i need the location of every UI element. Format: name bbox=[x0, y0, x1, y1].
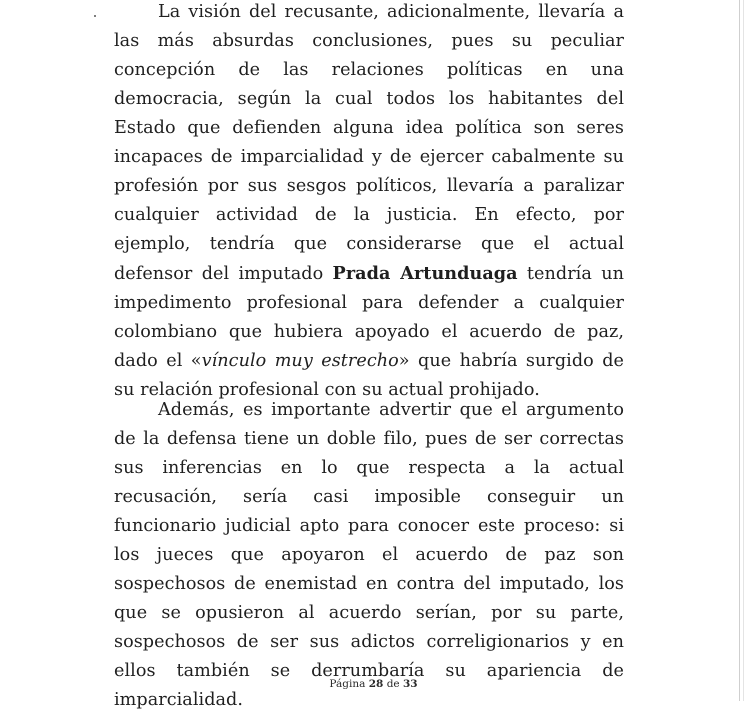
page-label: Página bbox=[329, 678, 366, 690]
paragraph-1 bbox=[114, 0, 624, 405]
page-separator: de bbox=[386, 678, 400, 690]
scan-edge-outer bbox=[743, 0, 744, 701]
page-current: 28 bbox=[368, 678, 384, 690]
page-footer bbox=[0, 678, 747, 690]
quote-open: « bbox=[190, 351, 202, 371]
paragraph-2 bbox=[114, 396, 624, 715]
quoted-phrase: vínculo muy estrecho bbox=[201, 351, 399, 371]
paragraph-2-text: Además, es importante advertir que el argumento de la defensa tiene un doble filo, pues de ser correctas sus inferencias en lo que respecta a la actual recusación, sería casi imposible conseguir un funcionario judicial apto para conocer este proceso: si los jueces que apoyaron el acuerdo de paz son sospechosos de enemistad en contra del imputado, los que se opusieron al acuerdo serían, por su parte, sospechosos de ser sus adictos correligionarios y en ellos también se derrumbaría su apariencia de imparcialidad. bbox=[114, 400, 624, 710]
paragraph-1-text-b: tendría un impedimento profesional para defender a cualquier colombiano que hubiera apoyado el acuerdo de paz, dado el bbox=[114, 264, 624, 371]
scan-speck bbox=[94, 15, 96, 17]
paragraph-1-text-c: que habría surgido de su relación profesional con su actual prohijado. bbox=[114, 351, 624, 400]
paragraph-1-text-a: La visión del recusante, adicionalmente, llevaría a las más absurdas conclusiones, pues su peculiar concepción de las relaciones políticas en una democracia, según la cual todos los habitantes del Estado que defienden alguna idea política son seres incapaces de imparcialidad y de ejercer cabalmente su profesión por sus sesgos políticos, llevaría a paralizar cualquier actividad de la justicia. En efecto, por ejemplo, tendría que considerarse que el actual defensor del imputado bbox=[114, 2, 624, 284]
defendant-name: Prada Artunduaga bbox=[332, 263, 518, 284]
quote-close: » bbox=[398, 351, 410, 371]
scan-edge bbox=[739, 0, 740, 701]
page-total: 33 bbox=[402, 678, 418, 690]
